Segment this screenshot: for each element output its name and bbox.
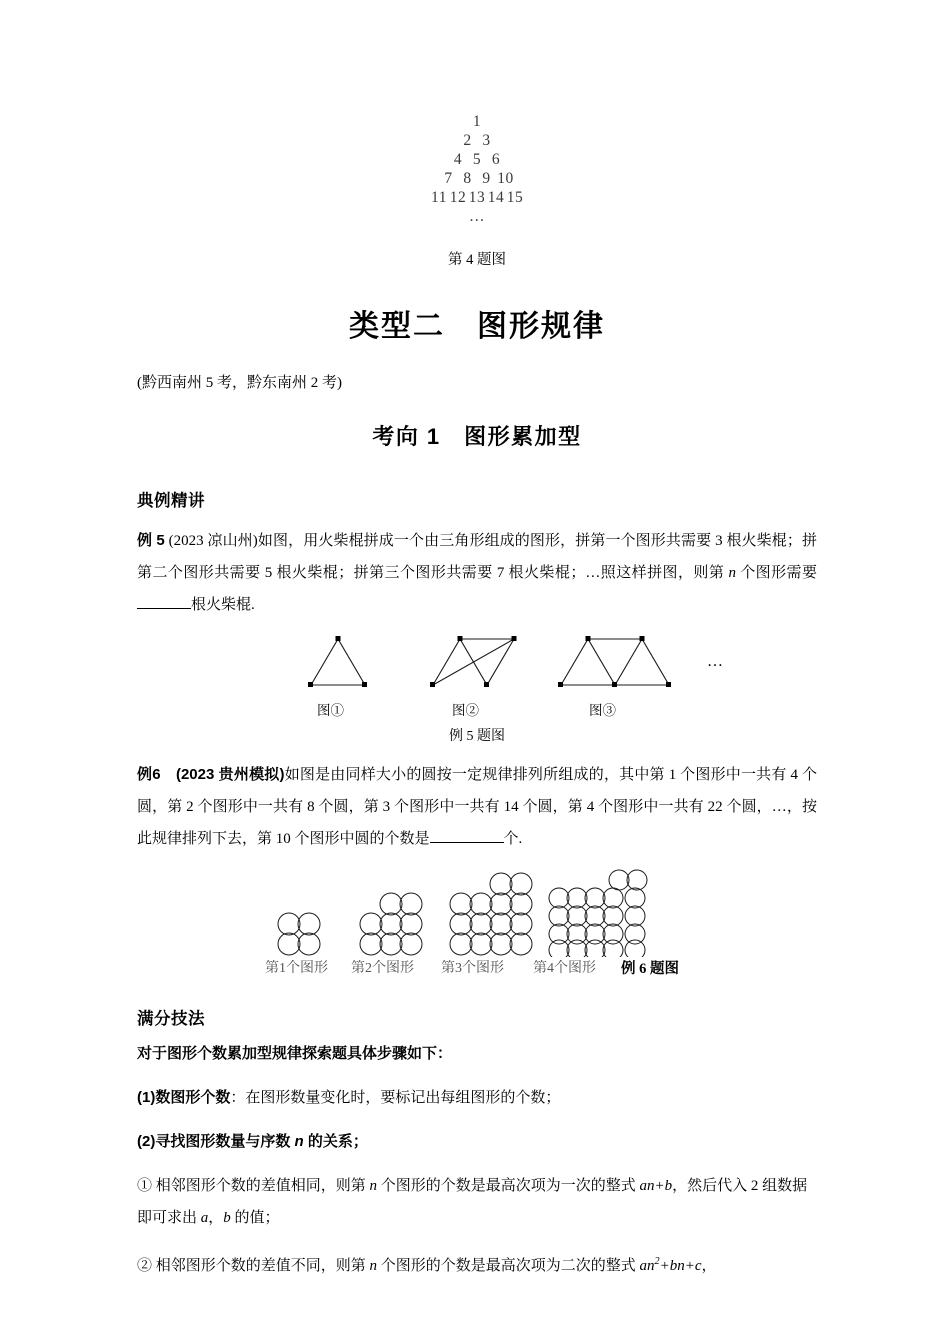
number-triangle-row-1	[137, 112, 817, 131]
skills-intro: 对于图形个数累加型规律探索题具体步骤如下：	[137, 1046, 453, 1062]
example5-text-c: 根火柴棍.	[191, 597, 255, 613]
number-cell: 4	[453, 151, 463, 168]
number-cell: 13	[468, 189, 486, 206]
circles-label-2: 第2个图形	[351, 961, 414, 976]
skills-step-1	[137, 1082, 817, 1114]
number-triangle-figure	[137, 112, 817, 226]
example6-answer-blank[interactable]	[430, 842, 504, 843]
skills-item-1-d: ，	[208, 1210, 224, 1226]
page-title: 类型二 图形规律	[349, 310, 605, 343]
question4-figure-caption: 第 4 题图	[448, 252, 506, 268]
matchstick-figure-3	[555, 631, 685, 695]
number-cell: 9	[482, 170, 491, 187]
circles-label-3: 第3个图形	[441, 961, 504, 976]
number-cell: 12	[449, 189, 467, 206]
skills-step-2-var: n	[294, 1133, 304, 1150]
example5-paragraph	[137, 525, 817, 621]
skills-item-1-var-a: a	[200, 1210, 209, 1226]
circles-figure-1	[277, 911, 321, 957]
exam-frequency-note: (黔西南州 5 考，黔东南州 2 考)	[137, 375, 342, 391]
dianli-heading: 典例精讲	[137, 492, 205, 510]
example5-var-n: n	[728, 565, 737, 581]
skills-item-2-formula-post: +bn+c	[659, 1258, 702, 1274]
example5-answer-blank[interactable]	[137, 608, 191, 609]
number-cell: 3	[482, 132, 491, 149]
matchstick-label-3: 图③	[589, 703, 616, 718]
example6-paragraph	[137, 759, 817, 855]
number-cell: 2	[463, 132, 472, 149]
number-cell: 11	[431, 189, 447, 206]
skills-item-1-var-b: b	[223, 1210, 231, 1226]
number-cell: 8	[463, 170, 472, 187]
number-cell: 7	[444, 170, 453, 187]
circles-label-1: 第1个图形	[265, 961, 328, 976]
skills-heading: 满分技法	[137, 1010, 205, 1028]
circles-figure-2	[359, 891, 423, 957]
circles-figure-4	[547, 869, 651, 957]
example6-caption: 例 6 题图	[621, 961, 679, 977]
skills-item-1-n: n	[369, 1178, 378, 1194]
skills-item-2-formula-pre: an	[639, 1258, 655, 1274]
skills-item-1-a: ① 相邻图形个数的差值相同，则第	[137, 1178, 370, 1194]
skills-item-2-b: 个图形的个数是最高次项为二次的整式	[377, 1258, 640, 1274]
example6-text-b: 个.	[503, 831, 523, 847]
example5-label: 例 5	[137, 532, 165, 549]
example6-figure-labels	[137, 957, 817, 981]
number-cell: 6	[491, 151, 501, 168]
example5-figure	[137, 629, 817, 699]
number-cell: 10	[497, 170, 514, 187]
number-triangle-row-4	[137, 169, 817, 188]
skills-item-2	[137, 1246, 817, 1282]
number-cell: 5	[472, 151, 482, 168]
skills-item-1-b: 个图形的个数是最高次项为一次的整式	[377, 1178, 640, 1194]
matchstick-figure-2	[427, 631, 537, 695]
number-cell: 14	[487, 189, 505, 206]
skills-item-2-n: n	[369, 1258, 378, 1274]
example5-figure-ellipsis: …	[707, 653, 725, 670]
page-content	[137, 0, 817, 1282]
skills-item-1	[137, 1170, 817, 1234]
skills-item-2-a: ② 相邻图形个数的差值不同，则第	[137, 1258, 370, 1274]
example6-label: 例6	[137, 766, 161, 783]
number-triangle-row-5	[137, 188, 817, 207]
example5-source: (2023 凉山州)	[168, 533, 258, 549]
example6-text-a: 如图是由同样大小的圆按一定规律排列所组成的，其中第 1 个图形中一共有 4 个圆，第 2 个图形中一共有 8 个圆，第 3 个图形中一共有 14 个圆，第 4 个图形中一共有 22 个圆，…，按此规律排列下去，第 10 个图形中圆的个数是	[137, 767, 817, 847]
example5-text-a: 如图，用火柴棍拼成一个由三角形组成的图形，拼第一个图形共需要 3 根火柴棍；拼第二个图形共需要 5 根火柴棍；拼第三个图形共需要 7 根火柴棍；…照这样拼图，则第	[137, 533, 817, 581]
number-triangle-ellipsis: …	[469, 208, 485, 225]
circles-figure-3	[449, 871, 533, 957]
example6-figure	[137, 869, 817, 957]
skills-item-1-e: 的值；	[230, 1210, 280, 1226]
skills-item-1-c: ，然后代入 2 组数据即可求出	[137, 1178, 808, 1226]
matchstick-figure-1	[305, 631, 375, 695]
example5-caption: 例 5 题图	[449, 729, 505, 744]
number-cell: 15	[506, 189, 524, 206]
skills-step-2-title: (2)寻找图形数量与序数	[137, 1133, 295, 1150]
skills-step-2	[137, 1126, 817, 1158]
skills-item-2-formula-sup: 2	[654, 1256, 660, 1267]
example6-source: (2023 贵州模拟)	[175, 766, 285, 783]
number-triangle-row-3	[137, 150, 817, 169]
kaoxiang-title: 考向 1 图形累加型	[372, 424, 582, 449]
number-triangle-row-2	[137, 131, 817, 150]
skills-item-2-c: ，	[701, 1258, 717, 1274]
example5-text-b: 个图形需要	[736, 565, 817, 581]
skills-item-1-formula: an+b	[639, 1178, 673, 1194]
circles-label-4: 第4个图形	[533, 961, 596, 976]
matchstick-label-1: 图①	[317, 703, 344, 718]
skills-step-1-title: (1)数图形个数	[137, 1089, 231, 1106]
number-cell: 1	[472, 113, 482, 130]
example5-figure-labels	[137, 699, 817, 721]
skills-step-1-rest: ：在图形数量变化时，要标记出每组图形的个数；	[230, 1090, 561, 1106]
skills-step-2-rest: 的关系；	[303, 1133, 368, 1150]
matchstick-label-2: 图②	[452, 703, 479, 718]
